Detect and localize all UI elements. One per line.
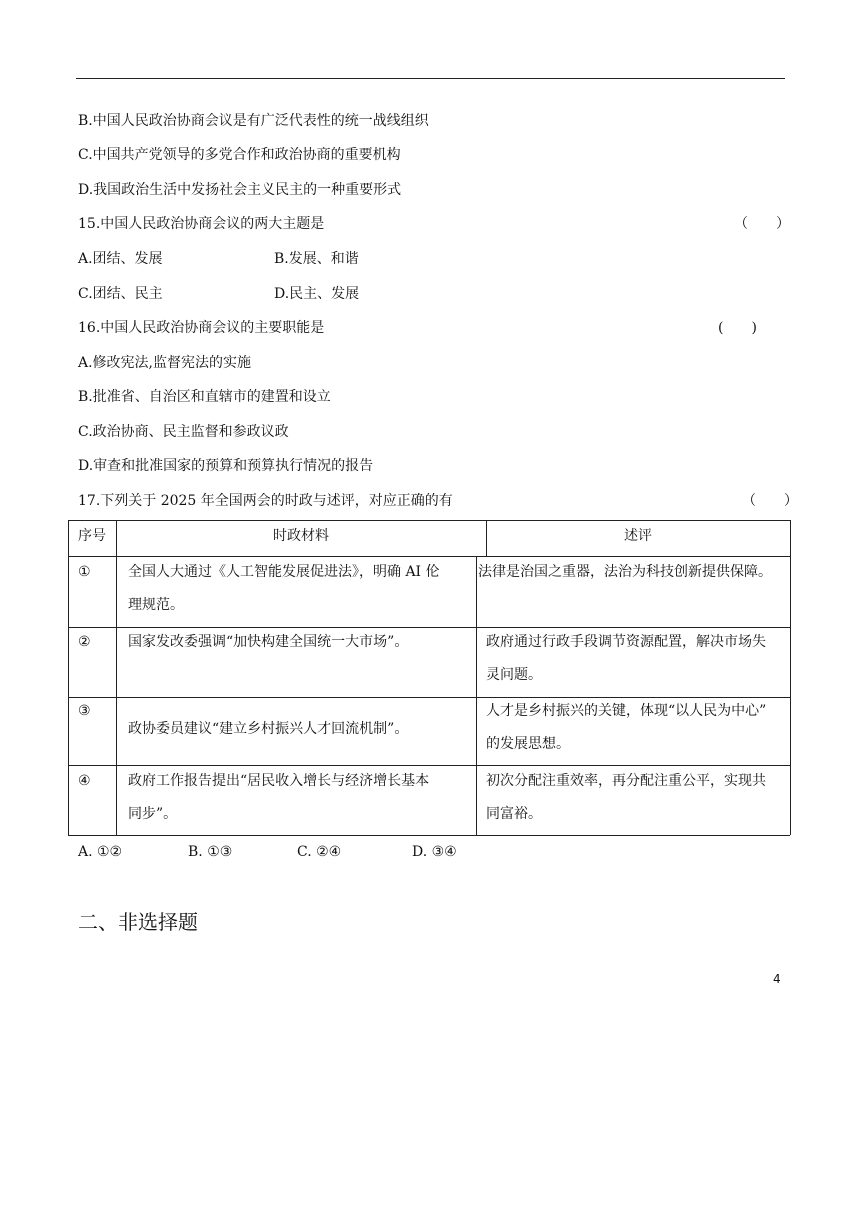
q17-option-d: D. ③④: [412, 844, 457, 860]
table-header-material: 时政材料: [273, 528, 329, 544]
q16-answer-bracket: ( ): [718, 320, 757, 336]
table-row-1-comment: 法律是治国之重器，法治为科技创新提供保障。: [478, 564, 772, 580]
q14-option-c: C.中国共产党领导的多党合作和政治协商的重要机构: [78, 147, 401, 163]
table-row-4-comment-cont: 同富裕。: [486, 806, 542, 822]
q14-option-d: D.我国政治生活中发扬社会主义民主的一种重要形式: [78, 182, 402, 198]
table-row-4-material-cont: 同步”。: [128, 806, 178, 822]
table-row-2-material: 国家发改委强调“加快构建全国统一大市场”。: [128, 634, 409, 650]
table-row-2-number: ②: [78, 634, 91, 650]
q14-option-b: B.中国人民政治协商会议是有广泛代表性的统一战线组织: [78, 113, 429, 129]
table-row-3-material: 政协委员建议“建立乡村振兴人才回流机制”。: [128, 721, 409, 737]
q16-option-d: D.审查和批准国家的预算和预算执行情况的报告: [78, 458, 374, 474]
q16-option-a: A.修改宪法,监督宪法的实施: [78, 355, 252, 371]
q16-option-c: C.政治协商、民主监督和参政议政: [78, 424, 289, 440]
table-header-comment: 述评: [624, 528, 652, 544]
q15-answer-bracket: （ ）: [734, 216, 790, 232]
q15-option-c: C.团结、民主: [78, 286, 163, 302]
q15-option-a: A.团结、发展: [78, 251, 163, 267]
table-row-4-material: 政府工作报告提出“居民收入增长与经济增长基本: [128, 773, 430, 789]
table-row-3-comment-cont: 的发展思想。: [486, 736, 570, 752]
table-row-4-number: ④: [78, 773, 91, 789]
table-row-1-material: 全国人大通过《人工智能发展促进法》，明确 AI 伦: [128, 564, 440, 580]
q16-option-b: B.批准省、自治区和直辖市的建置和设立: [78, 389, 331, 405]
table-row-4-comment: 初次分配注重效率，再分配注重公平，实现共: [486, 773, 766, 789]
page-number: 4: [773, 972, 781, 986]
section-title: 二、非选择题: [78, 910, 198, 934]
q17-stem: 17.下列关于 2025 年全国两会的时政与述评，对应正确的有: [78, 493, 453, 509]
q17-table: [68, 520, 790, 835]
table-row-1-number: ①: [78, 564, 91, 580]
q15-option-b: B.发展、和谐: [274, 251, 359, 267]
q15-stem: 15.中国人民政治协商会议的两大主题是: [78, 216, 325, 232]
q17-option-a: A. ①②: [78, 844, 123, 860]
table-row-3-number: ③: [78, 703, 91, 719]
q17-option-b: B. ①③: [188, 844, 233, 860]
q17-answer-bracket: （ ）: [742, 493, 798, 509]
q16-stem: 16.中国人民政治协商会议的主要职能是: [78, 320, 325, 336]
table-row-1-material-cont: 理规范。: [128, 597, 184, 613]
table-header-number: 序号: [78, 528, 106, 544]
table-row-2-comment: 政府通过行政手段调节资源配置，解决市场失: [486, 634, 766, 650]
table-row-2-comment-cont: 灵问题。: [486, 667, 542, 683]
q17-option-c: C. ②④: [297, 844, 342, 860]
q15-option-d: D.民主、发展: [274, 286, 360, 302]
header-rule: [76, 78, 785, 79]
table-row-3-comment: 人才是乡村振兴的关键，体现“以人民为中心”: [486, 703, 767, 719]
